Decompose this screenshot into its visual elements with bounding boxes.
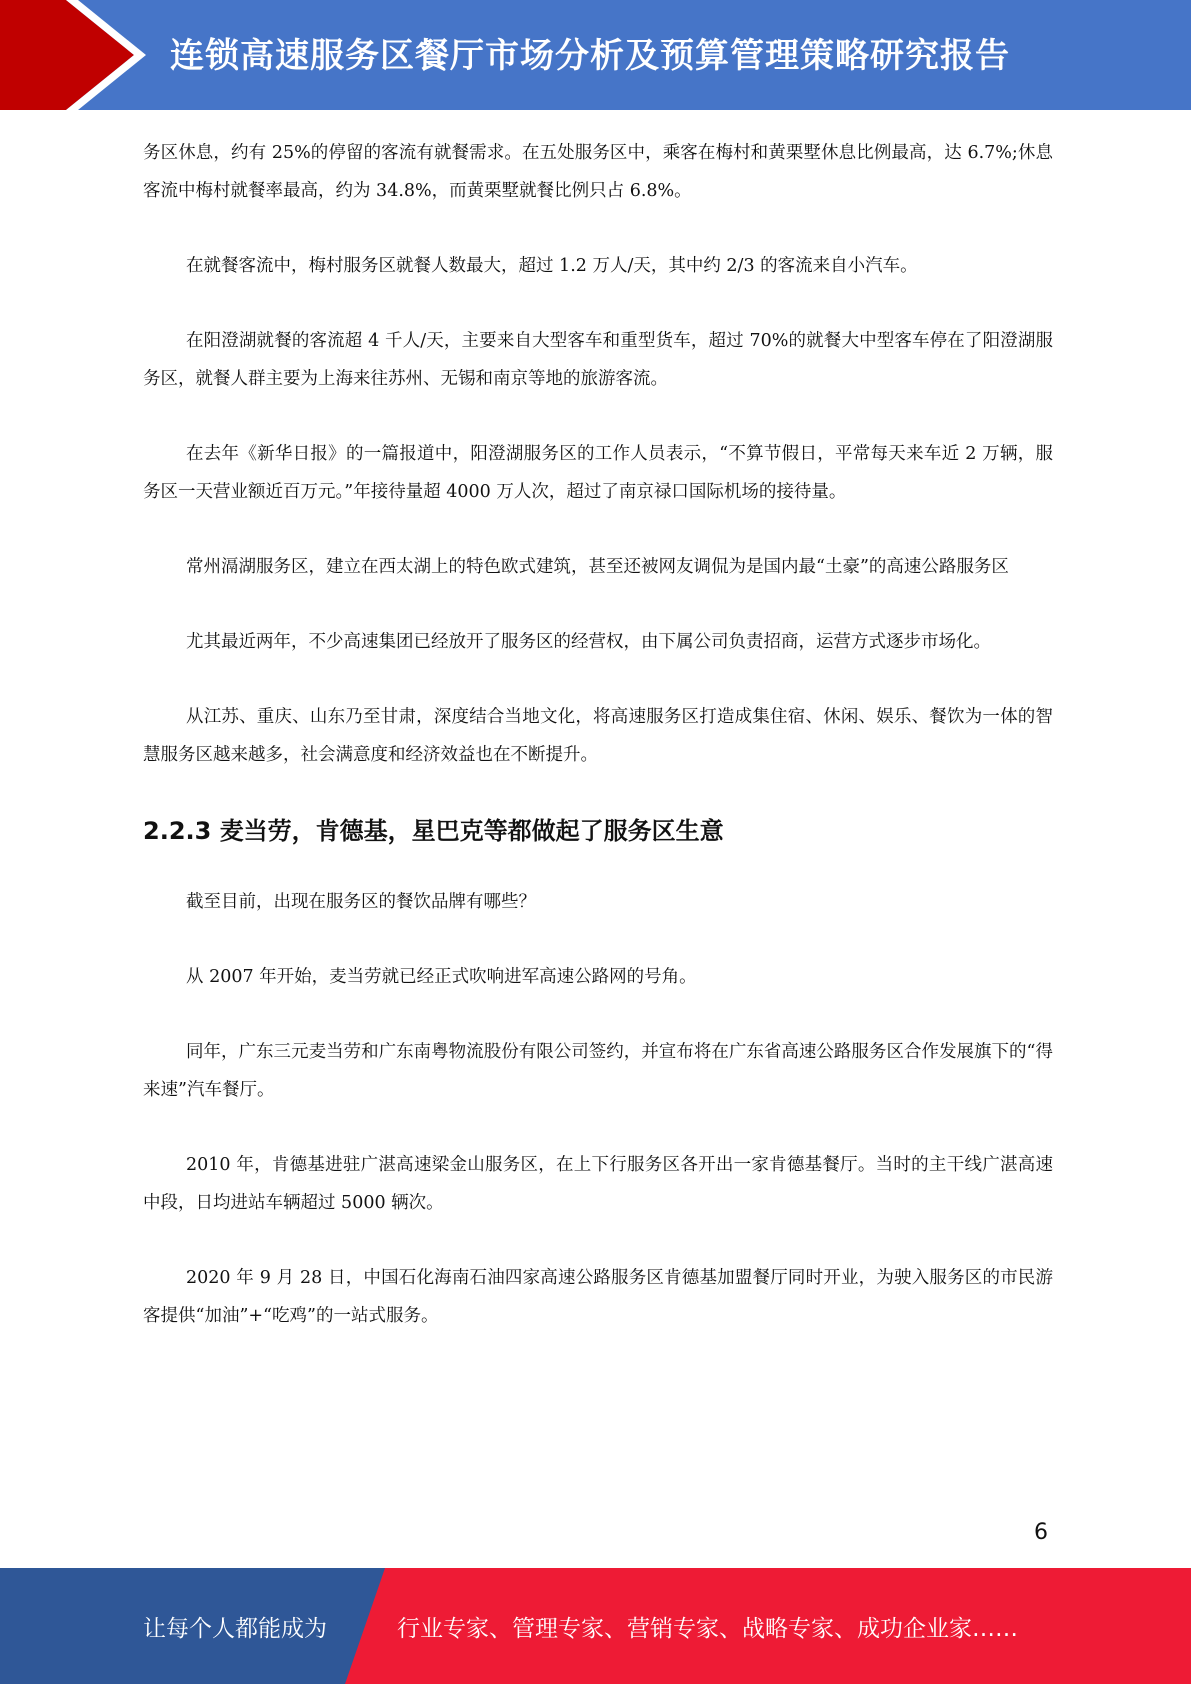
- paragraph: 从 2007 年开始，麦当劳就已经正式吹响进军高速公路网的号角。: [186, 967, 697, 987]
- page-footer-banner: [0, 1568, 1191, 1684]
- paragraph: 截至目前，出现在服务区的餐饮品牌有哪些？: [186, 892, 536, 912]
- footer-slogan-right: 行业专家、管理专家、营销专家、战略专家、成功企业家……: [397, 1616, 1018, 1642]
- paragraph: 在去年《新华日报》的一篇报道中，阳澄湖服务区的工作人员表示，“不算节假日，平常每天来车近 2 万辆，服务区一天营业额近百万元。”年接待量超 4000 万人次，超过了南京禄口国际机场的接待量。: [143, 444, 1053, 502]
- section-heading: 2.2.3 麦当劳，肯德基，星巴克等都做起了服务区生意: [143, 817, 724, 845]
- paragraph: 务区休息，约有 25%的停留的客流有就餐需求。在五处服务区中，乘客在梅村和黄栗墅休息比例最高，达 6.7%;休息客流中梅村就餐率最高，约为 34.8%，而黄栗墅就餐比例只占 6.8%。: [143, 143, 1053, 201]
- document-body: [143, 134, 1053, 1372]
- footer-slogan-left: 让每个人都能成为: [143, 1616, 327, 1642]
- paragraph: 在就餐客流中，梅村服务区就餐人数最大，超过 1.2 万人/天，其中约 2/3 的客流来自小汽车。: [186, 256, 918, 276]
- report-title: 连锁高速服务区餐厅市场分析及预算管理策略研究报告: [170, 36, 1010, 76]
- paragraph: 同年，广东三元麦当劳和广东南粤物流股份有限公司签约，并宣布将在广东省高速公路服务区合作发展旗下的“得来速”汽车餐厅。: [143, 1042, 1053, 1100]
- page-number: 6: [1034, 1520, 1048, 1545]
- paragraph: 2010 年，肯德基进驻广湛高速梁金山服务区，在上下行服务区各开出一家肯德基餐厅。当时的主干线广湛高速中段，日均进站车辆超过 5000 辆次。: [143, 1155, 1053, 1213]
- paragraph: 常州滆湖服务区，建立在西太湖上的特色欧式建筑，甚至还被网友调侃为是国内最“土豪”的高速公路服务区: [186, 557, 1009, 577]
- paragraph: 从江苏、重庆、山东乃至甘肃，深度结合当地文化，将高速服务区打造成集住宿、休闲、娱乐、餐饮为一体的智慧服务区越来越多，社会满意度和经济效益也在不断提升。: [143, 707, 1053, 765]
- paragraph: 2020 年 9 月 28 日，中国石化海南石油四家高速公路服务区肯德基加盟餐厅同时开业，为驶入服务区的市民游客提供“加油”+“吃鸡”的一站式服务。: [143, 1268, 1053, 1326]
- paragraph: 在阳澄湖就餐的客流超 4 千人/天，主要来自大型客车和重型货车，超过 70%的就餐大中型客车停在了阳澄湖服务区，就餐人群主要为上海来往苏州、无锡和南京等地的旅游客流。: [143, 331, 1053, 389]
- page-header-banner: [0, 0, 1191, 110]
- paragraph: 尤其最近两年，不少高速集团已经放开了服务区的经营权，由下属公司负责招商，运营方式逐步市场化。: [186, 632, 991, 652]
